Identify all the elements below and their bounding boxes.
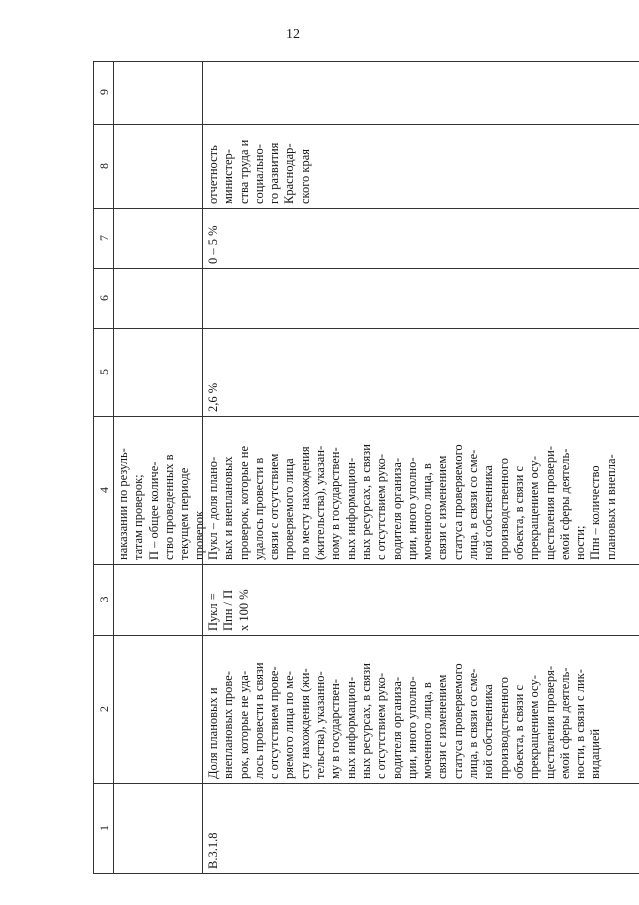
row-separator	[202, 62, 203, 873]
table-frame	[93, 61, 639, 874]
header-cell-7: 7	[97, 235, 111, 241]
header-cell-8: 8	[97, 163, 111, 169]
column-9	[94, 61, 639, 124]
header-cell-2: 2	[97, 706, 111, 712]
column-7	[94, 208, 639, 268]
header-cell-9: 9	[97, 89, 111, 95]
indicator-range: 0 – 5 %	[206, 225, 220, 264]
column-3	[94, 564, 639, 635]
header-cell-1: 1	[97, 825, 111, 831]
header-cell-6: 6	[97, 295, 111, 301]
column-6	[94, 268, 639, 328]
indicator-formula: Пукл = Ппн / П х 100 %	[206, 589, 251, 631]
header-cell-3: 3	[97, 596, 111, 603]
column-5	[94, 328, 639, 416]
formula-description: Пукл – доля плано- вых и внеплановых проверок, которые не удалось провести в связи с отсутствием проверяемого лица по месту нахождения (жительства), указан- ному в государствен- ных информацион- ных ресурсах, в связи с отсутствием руко- водителя организа- ции, иного уполно- моченного лица, в связи с изменением статуса проверяемого лица, в связи со сме- ной собственника производственного объекта, в связи с прекращением осу- ществления провери- емой сферы деятель- ности; Ппн – количество плановых и внепла-	[206, 444, 618, 560]
header-cell-4: 4	[97, 487, 111, 493]
indicator-value: 2,6 %	[206, 382, 220, 412]
continuation-description: наказании по резуль- татам проверок; П – общее количе- ство проведенных в текущем периоде проверок	[116, 448, 207, 560]
data-source: отчетность министер- ства труда и социально- го развития Краснодар- ского края	[206, 139, 312, 204]
page-number: 12	[286, 27, 300, 42]
header-cell-5: 5	[97, 369, 111, 375]
indicator-name: Доля плановых и внеплановых прове- рок, которые не уда- лось провести в связи с отсутствием прове- ряемого лица по ме- сту нахождения (жи- тельства), указанно- му в государствен- ных информацион- ных ресурсах, в связи с отсутствием руко- водителя организа- ции, иного уполно- моченного лица, в связи с изменением статуса проверяемого лица, в связи со сме- ной собственника производственного объекта, в связи с прекращением осу- ществления проверя- емой сферы деятель- ности, в связи с лик- видацией	[206, 662, 603, 779]
indicator-table	[93, 61, 639, 874]
column-8	[94, 124, 639, 208]
column-1	[94, 783, 639, 873]
indicator-code: В.3.1.8	[206, 832, 220, 869]
